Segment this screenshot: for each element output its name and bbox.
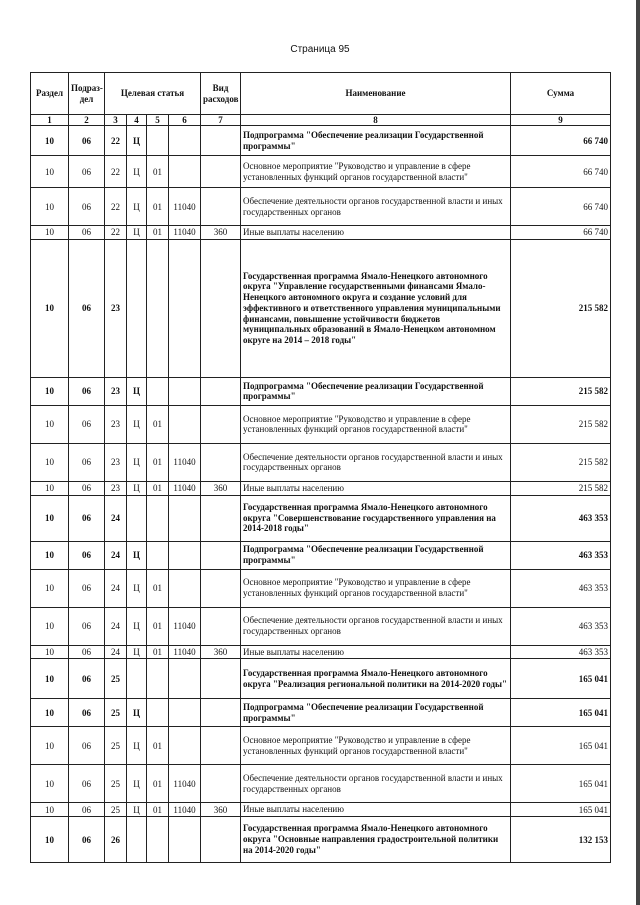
table-row [31,126,611,156]
sum-cell: 165 041 [511,699,611,727]
razdel-cell: 10 [31,481,69,495]
table-row [31,226,611,240]
table-header [31,73,611,126]
name-cell: Иные выплаты населению [241,645,511,659]
table-row [31,607,611,645]
celevaya-4-cell: 11040 [169,765,201,803]
podrazdel-cell: 06 [69,699,105,727]
celevaya-2-cell: Ц [127,126,147,156]
table-row [31,817,611,863]
celevaya-3-cell: 01 [147,443,169,481]
sum-cell: 463 353 [511,645,611,659]
razdel-cell: 10 [31,541,69,569]
vid-cell: 360 [201,226,241,240]
celevaya-3-cell [147,817,169,863]
celevaya-1-cell: 22 [105,226,127,240]
celevaya-2-cell: Ц [127,156,147,188]
celevaya-2-cell [127,659,147,699]
celevaya-4-cell [169,495,201,541]
celevaya-4-cell [169,239,201,377]
vid-cell [201,541,241,569]
sum-cell: 132 153 [511,817,611,863]
celevaya-3-cell [147,126,169,156]
razdel-cell: 10 [31,226,69,240]
razdel-cell: 10 [31,803,69,817]
celevaya-2-cell [127,495,147,541]
name-cell: Иные выплаты населению [241,803,511,817]
celevaya-3-cell: 01 [147,803,169,817]
celevaya-2-cell [127,817,147,863]
table-row [31,239,611,377]
name-cell: Иные выплаты населению [241,481,511,495]
celevaya-2-cell: Ц [127,699,147,727]
col-num: 7 [201,115,241,126]
celevaya-1-cell: 22 [105,126,127,156]
celevaya-1-cell: 26 [105,817,127,863]
page-label: Страница 95 [290,44,350,55]
celevaya-2-cell: Ц [127,569,147,607]
table-row [31,569,611,607]
vid-cell [201,495,241,541]
sum-cell: 463 353 [511,569,611,607]
vid-cell [201,569,241,607]
sum-cell: 215 582 [511,239,611,377]
name-cell: Государственная программа Ямало-Ненецкого автономного округа "Реализация региональной политики на 2014-2020 годы" [241,659,511,699]
name-cell: Обеспечение деятельности органов государственной власти и иных государственных органов [241,188,511,226]
name-cell: Обеспечение деятельности органов государственной власти и иных государственных органов [241,443,511,481]
vid-cell: 360 [201,645,241,659]
razdel-cell: 10 [31,765,69,803]
scan-edge [636,0,640,905]
celevaya-4-cell [169,405,201,443]
table-row [31,765,611,803]
podrazdel-cell: 06 [69,188,105,226]
table-row [31,699,611,727]
celevaya-1-cell: 23 [105,377,127,405]
podrazdel-cell: 06 [69,226,105,240]
celevaya-4-cell: 11040 [169,443,201,481]
celevaya-1-cell: 24 [105,541,127,569]
podrazdel-cell: 06 [69,817,105,863]
celevaya-2-cell: Ц [127,645,147,659]
vid-cell [201,188,241,226]
name-cell: Государственная программа Ямало-Ненецкого автономного округа "Основные направления градостроительной политики на 2014-2020 годы" [241,817,511,863]
celevaya-3-cell: 01 [147,727,169,765]
razdel-cell: 10 [31,495,69,541]
celevaya-3-cell: 01 [147,765,169,803]
col-num: 4 [127,115,147,126]
razdel-cell: 10 [31,699,69,727]
col-num: 9 [511,115,611,126]
razdel-cell: 10 [31,727,69,765]
name-cell: Подпрограмма "Обеспечение реализации Государственной программы" [241,699,511,727]
celevaya-3-cell: 01 [147,481,169,495]
sum-cell: 66 740 [511,126,611,156]
celevaya-2-cell: Ц [127,803,147,817]
sum-cell: 463 353 [511,541,611,569]
table-row [31,727,611,765]
celevaya-2-cell: Ц [127,607,147,645]
header-celevaya: Целевая статья [105,73,201,115]
razdel-cell: 10 [31,156,69,188]
celevaya-4-cell [169,377,201,405]
sum-cell: 463 353 [511,607,611,645]
celevaya-3-cell: 01 [147,569,169,607]
razdel-cell: 10 [31,569,69,607]
celevaya-2-cell: Ц [127,443,147,481]
col-num: 8 [241,115,511,126]
vid-cell [201,156,241,188]
table-row [31,156,611,188]
celevaya-1-cell: 23 [105,481,127,495]
name-cell: Основное мероприятие "Руководство и управление в сфере установленных функций органов государственной власти" [241,405,511,443]
table-row [31,405,611,443]
vid-cell [201,765,241,803]
razdel-cell: 10 [31,817,69,863]
name-cell: Основное мероприятие "Руководство и управление в сфере установленных функций органов государственной власти" [241,569,511,607]
celevaya-3-cell: 01 [147,645,169,659]
podrazdel-cell: 06 [69,126,105,156]
col-num: 6 [169,115,201,126]
name-cell: Основное мероприятие "Руководство и управление в сфере установленных функций органов государственной власти" [241,156,511,188]
table-row [31,481,611,495]
vid-cell [201,699,241,727]
name-cell: Обеспечение деятельности органов государственной власти и иных государственных органов [241,607,511,645]
budget-table [30,72,611,863]
celevaya-3-cell: 01 [147,405,169,443]
celevaya-4-cell: 11040 [169,645,201,659]
name-cell: Подпрограмма "Обеспечение реализации Государственной программы" [241,377,511,405]
table-row [31,495,611,541]
podrazdel-cell: 06 [69,495,105,541]
podrazdel-cell: 06 [69,156,105,188]
sum-cell: 165 041 [511,659,611,699]
celevaya-1-cell: 24 [105,645,127,659]
celevaya-3-cell [147,239,169,377]
col-num: 1 [31,115,69,126]
celevaya-4-cell [169,156,201,188]
podrazdel-cell: 06 [69,569,105,607]
name-cell: Государственная программа Ямало-Ненецкого автономного округа "Управление государственными финансами Ямало-Ненецкого автономного округа и создание условий для эффективного и ответственного управления муниципальными финансами, повышение устойчивости бюджетов муниципальных образований в Ямало-Ненецком автономном округе на 2014 – 2018 годы" [241,239,511,377]
celevaya-1-cell: 24 [105,607,127,645]
celevaya-1-cell: 25 [105,699,127,727]
celevaya-2-cell: Ц [127,765,147,803]
celevaya-3-cell: 01 [147,188,169,226]
podrazdel-cell: 06 [69,377,105,405]
celevaya-4-cell: 11040 [169,481,201,495]
celevaya-1-cell: 23 [105,405,127,443]
col-num: 2 [69,115,105,126]
column-numbers-row [31,115,611,126]
vid-cell: 360 [201,803,241,817]
sum-cell: 463 353 [511,495,611,541]
podrazdel-cell: 06 [69,727,105,765]
celevaya-3-cell: 01 [147,607,169,645]
podrazdel-cell: 06 [69,481,105,495]
table-row [31,541,611,569]
table-row [31,645,611,659]
sum-cell: 66 740 [511,156,611,188]
celevaya-4-cell: 11040 [169,607,201,645]
celevaya-2-cell: Ц [127,405,147,443]
header-summa: Сумма [511,73,611,115]
podrazdel-cell: 06 [69,765,105,803]
sum-cell: 165 041 [511,727,611,765]
celevaya-1-cell: 22 [105,156,127,188]
celevaya-1-cell: 25 [105,727,127,765]
name-cell: Государственная программа Ямало-Ненецкого автономного округа "Совершенствование государственного управления на 2014-2018 годы" [241,495,511,541]
col-num: 5 [147,115,169,126]
razdel-cell: 10 [31,405,69,443]
name-cell: Иные выплаты населению [241,226,511,240]
celevaya-4-cell [169,126,201,156]
vid-cell [201,239,241,377]
header-podrazdel: Подраз- дел [69,73,105,115]
table-row [31,377,611,405]
table-row [31,659,611,699]
vid-cell [201,817,241,863]
celevaya-1-cell: 24 [105,495,127,541]
celevaya-3-cell [147,541,169,569]
podrazdel-cell: 06 [69,803,105,817]
celevaya-2-cell: Ц [127,727,147,765]
vid-cell [201,377,241,405]
col-num: 3 [105,115,127,126]
table-body [31,126,611,863]
celevaya-4-cell [169,659,201,699]
razdel-cell: 10 [31,239,69,377]
celevaya-3-cell [147,659,169,699]
celevaya-4-cell [169,541,201,569]
podrazdel-cell: 06 [69,645,105,659]
razdel-cell: 10 [31,126,69,156]
sum-cell: 66 740 [511,226,611,240]
celevaya-4-cell [169,817,201,863]
celevaya-4-cell [169,569,201,607]
sum-cell: 215 582 [511,405,611,443]
celevaya-4-cell [169,699,201,727]
vid-cell: 360 [201,481,241,495]
celevaya-2-cell [127,239,147,377]
sum-cell: 215 582 [511,377,611,405]
sum-cell: 215 582 [511,443,611,481]
podrazdel-cell: 06 [69,541,105,569]
vid-cell [201,727,241,765]
celevaya-2-cell: Ц [127,188,147,226]
sum-cell: 165 041 [511,765,611,803]
podrazdel-cell: 06 [69,239,105,377]
vid-cell [201,443,241,481]
celevaya-3-cell: 01 [147,156,169,188]
name-cell: Подпрограмма "Обеспечение реализации Государственной программы" [241,126,511,156]
celevaya-1-cell: 25 [105,765,127,803]
vid-cell [201,126,241,156]
celevaya-3-cell [147,377,169,405]
podrazdel-cell: 06 [69,659,105,699]
celevaya-4-cell [169,727,201,765]
header-vid: Вид расходов [201,73,241,115]
razdel-cell: 10 [31,443,69,481]
vid-cell [201,405,241,443]
sum-cell: 165 041 [511,803,611,817]
sum-cell: 66 740 [511,188,611,226]
celevaya-1-cell: 25 [105,803,127,817]
celevaya-4-cell: 11040 [169,803,201,817]
podrazdel-cell: 06 [69,607,105,645]
celevaya-2-cell: Ц [127,541,147,569]
table-row [31,188,611,226]
header-razdel: Раздел [31,73,69,115]
celevaya-3-cell [147,495,169,541]
name-cell: Основное мероприятие "Руководство и управление в сфере установленных функций органов государственной власти" [241,727,511,765]
sum-cell: 215 582 [511,481,611,495]
celevaya-1-cell: 22 [105,188,127,226]
celevaya-2-cell: Ц [127,377,147,405]
name-cell: Обеспечение деятельности органов государственной власти и иных государственных органов [241,765,511,803]
razdel-cell: 10 [31,188,69,226]
celevaya-3-cell: 01 [147,226,169,240]
celevaya-1-cell: 23 [105,443,127,481]
celevaya-4-cell: 11040 [169,226,201,240]
razdel-cell: 10 [31,607,69,645]
table-row [31,443,611,481]
podrazdel-cell: 06 [69,405,105,443]
razdel-cell: 10 [31,377,69,405]
celevaya-2-cell: Ц [127,226,147,240]
podrazdel-cell: 06 [69,443,105,481]
celevaya-1-cell: 23 [105,239,127,377]
celevaya-1-cell: 24 [105,569,127,607]
razdel-cell: 10 [31,659,69,699]
razdel-cell: 10 [31,645,69,659]
celevaya-4-cell: 11040 [169,188,201,226]
celevaya-2-cell: Ц [127,481,147,495]
table-row [31,803,611,817]
celevaya-3-cell [147,699,169,727]
name-cell: Подпрограмма "Обеспечение реализации Государственной программы" [241,541,511,569]
vid-cell [201,659,241,699]
header-naim: Наименование [241,73,511,115]
celevaya-1-cell: 25 [105,659,127,699]
vid-cell [201,607,241,645]
